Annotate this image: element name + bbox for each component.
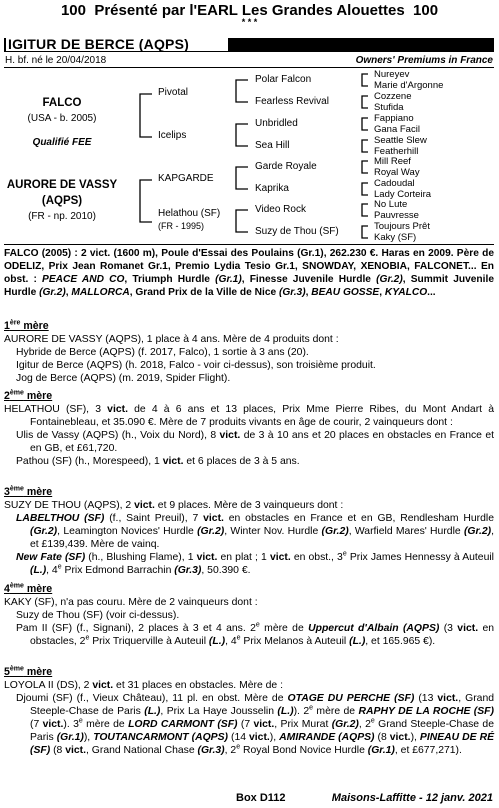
- sire-origin: (USA - b. 2005): [27, 113, 97, 124]
- section-second-dam: 2ème mère: [4, 389, 53, 402]
- gen4-item: Royal Way: [374, 167, 420, 178]
- sale-info: Maisons-Laffitte - 12 janv. 2021: [331, 792, 493, 804]
- first-dam-text: AURORE DE VASSY (AQPS), 1 place à 4 ans. Mère de 4 produits dont : Hybride de Berce (AQPS) (f. 2017, Falco), 1 sortie à 3 ans (20). Igitur de Berce (AQPS) (h. 2018, Falco - voir ci-dessus), son troisième produit. Jog de Berce (AQPS) (m. 2019, Spider Flight).: [4, 334, 376, 385]
- stars-divider: * * *: [241, 17, 258, 27]
- lot-number-left: 100: [60, 2, 86, 19]
- sire-name: FALCO: [42, 97, 82, 109]
- fifth-dam-text: LOYOLA II (DS), 2 vict. et 31 places en obstacles. Mère de : Djoumi (SF) (f., Vieux Château), 11 pl. en obst. Mère de OTAGE DU PERCHE (SF) (13 vict., Grand Steeple-Chase de Paris (L.), Prix La Haye Jousselin (L.)). 2e mère de RAPHY DE LA ROCHE (SF) (7 vict.). 3e mère de LORD CARMONT (SF) (7 vict., Prix Murat (Gr.2), 2e Grand Steeple-Chase de Paris (Gr.1)), TOUTANCARMONT (AQPS) (14 vict.), AMIRANDE (AQPS) (8 vict.), PINEAU DE RÉ (SF) (8 vict., Grand National Chase (Gr.3), 2e Royal Bond Novice Hurdle (Gr.1), et £677,271).: [4, 680, 495, 757]
- gen4-item: Lady Corteira: [374, 189, 432, 200]
- gen3-item: Polar Falcon: [255, 74, 312, 85]
- gen2-sire-sire: Pivotal: [158, 87, 189, 98]
- gen4-item: Kaky (SF): [374, 232, 417, 243]
- pedigree-rule: [4, 244, 494, 245]
- gen3-item: Video Rock: [255, 204, 306, 215]
- section-fourth-dam: 4ème mère: [4, 582, 53, 595]
- gen2-dam-sire: KAPGARDE: [158, 173, 214, 184]
- gen2-sire-dam: Icelips: [158, 130, 187, 141]
- gen4-item: Cadoudal: [374, 178, 415, 189]
- fourth-dam-text: KAKY (SF), n'a pas couru. Mère de 2 vainqueurs dont : Suzy de Thou (SF) (voir ci-dessus). Pam II (SF) (f., Signani), 2 places à 3 et 4 ans. 2e mère de Uppercut d'Albain (AQPS) (3 vict. en obstacles, 2e Prix Triquerville à Auteuil (L.), 4e Prix Melanos à Auteuil (L.), et 165.965 €).: [4, 597, 495, 648]
- gen4-item: Marie d'Argonne: [374, 80, 444, 91]
- dam-origin: (FR - np. 2010): [28, 211, 96, 222]
- section-third-dam: 3ème mère: [4, 485, 53, 498]
- gen4-item: Toujours Prêt: [374, 221, 430, 232]
- gen4-item: Gana Facil: [374, 124, 420, 135]
- gen3-item: Kaprika: [255, 183, 289, 194]
- gen4-item: Seattle Slew: [374, 135, 427, 146]
- gen4-item: Fappiano: [374, 113, 414, 124]
- dam-name-suffix: (AQPS): [41, 195, 83, 207]
- lot-number-right: 100: [413, 2, 439, 19]
- horse-info: H. bf. né le 20/04/2018: [5, 55, 107, 66]
- box-number: Box D112: [236, 792, 286, 804]
- sire-qualification: Qualifié FEE: [32, 137, 92, 148]
- gen4-item: Cozzene: [374, 91, 412, 102]
- consignor-title: Présenté par l'EARL Les Grandes Alouettes: [94, 2, 405, 19]
- sire-paragraph: FALCO (2005) : 2 vict. (1600 m), Poule d'Essai des Poulains (Gr.1), 262.230 €. Haras en 2009. Père de ODELIZ, Prix Jean Romanet Gr.1, Premio Lydia Tesio Gr.1, SNOWDAY, XENOBIA, FALCONET... En obst. : PEACE AND CO, Triumph Hurdle (Gr.1), Finesse Juvenile Hurdle (Gr.2), Summit Juvenile Hurdle (Gr.2), MALLORCA, Grand Prix de la Ville de Nice (Gr.3), BEAU GOSSE, KYALCO...: [4, 248, 494, 299]
- gen4-item: Mill Reef: [374, 156, 411, 167]
- gen2-dam-dam-origin: (FR - 1995): [158, 221, 205, 231]
- gen3-item: Sea Hill: [255, 140, 290, 151]
- gen4-item: Nureyev: [374, 69, 410, 80]
- third-dam-text: SUZY DE THOU (AQPS), 2 vict. et 9 places. Mère de 3 vainqueurs dont : LABELTHOU (SF) (f., Saint Preuil), 7 vict. en obstacles en France et en GB, Rendlesham Hurdle (Gr.2), Leamington Novices' Hurdle (Gr.2), Winter Nov. Hurdle (Gr.2), Warfield Mares' Hurdle (Gr.2), et £139,439. Mère de vainq. New Fate (SF) (h., Blushing Flame), 1 vict. en plat ; 1 vict. en obst., 3e Prix James Hennessy à Auteuil (L.), 4e Prix Edmond Barrachin (Gr.3), 50.390 €.: [4, 500, 495, 577]
- gen4-item: Pauvresse: [374, 210, 419, 221]
- premiums-note: Owners' Premiums in France: [355, 55, 493, 66]
- gen4-item: Featherhill: [374, 146, 419, 157]
- section-first-dam: 1ère mère: [4, 319, 49, 332]
- gen3-item: Garde Royale: [255, 161, 317, 172]
- dam-name: AURORE DE VASSY: [6, 179, 118, 191]
- gen3-item: Unbridled: [255, 118, 298, 129]
- second-dam-text: HELATHOU (SF), 3 vict. de 4 à 6 ans et 13 places, Prix Mme Pierre Ribes, du Mont Andart à Fontainebleau, et 35.090 €. Mère de 7 produits vivants en âge de courir, 2 vainqueurs dont : Ulis de Vassy (AQPS) (h., Voix du Nord), 8 vict. de 3 à 10 ans et 20 places en obstacles en France et en GB, et £61,720. Pathou (SF) (h., Morespeed), 1 vict. et 6 places de 3 à 5 ans.: [4, 404, 495, 468]
- horse-name: IGITUR DE BERCE (AQPS): [6, 37, 228, 51]
- gen4-item: Stufida: [374, 102, 404, 113]
- gen4-item: No Lute: [374, 199, 408, 210]
- gen2-dam-dam: Helathou (SF): [158, 208, 221, 219]
- gen3-item: Fearless Revival: [255, 96, 329, 107]
- section-fifth-dam: 5ème mère: [4, 665, 53, 678]
- gen3-item: Suzy de Thou (SF): [255, 226, 339, 237]
